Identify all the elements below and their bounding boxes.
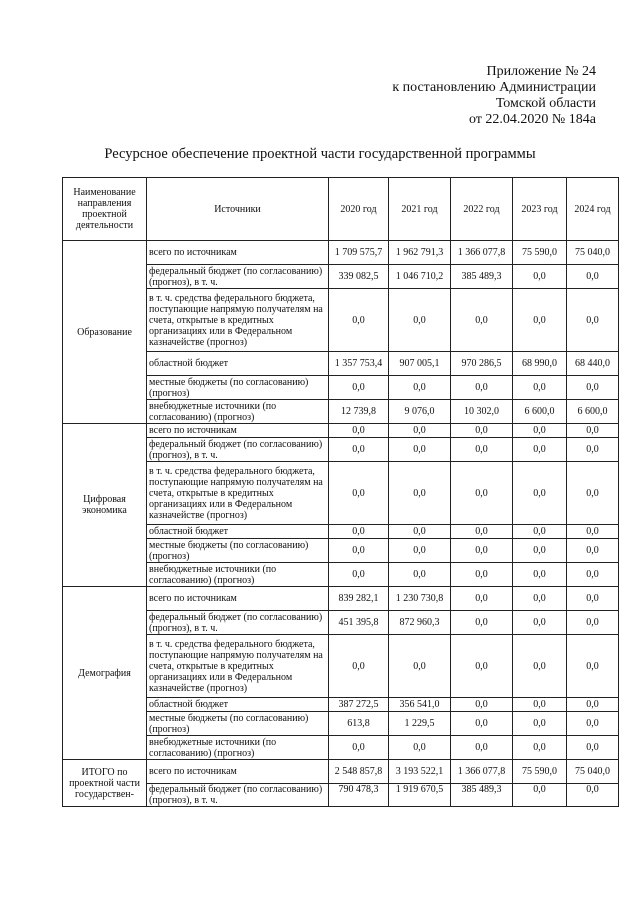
header-cell: 2024 год: [567, 178, 619, 241]
value-cell: 0,0: [513, 736, 567, 760]
appendix-line-3: Томской области: [495, 96, 596, 111]
value-cell: 0,0: [329, 462, 389, 525]
value-cell: 0,0: [513, 376, 567, 400]
source-cell: местные бюджеты (по согласованию) (прогноз): [147, 712, 329, 736]
value-cell: 1 229,5: [389, 712, 451, 736]
value-cell: 0,0: [513, 698, 567, 712]
value-cell: 970 286,5: [451, 352, 513, 376]
value-cell: 0,0: [567, 698, 619, 712]
value-cell: 0,0: [567, 736, 619, 760]
table-body: [63, 241, 619, 807]
value-cell: 0,0: [567, 462, 619, 525]
value-cell: 0,0: [451, 438, 513, 462]
table-row: [63, 438, 619, 462]
table-row: [63, 525, 619, 539]
value-cell: 385 489,3: [451, 784, 513, 807]
value-cell: 0,0: [567, 438, 619, 462]
value-cell: 0,0: [513, 712, 567, 736]
value-cell: 75 590,0: [513, 241, 567, 265]
value-cell: 0,0: [451, 539, 513, 563]
value-cell: 0,0: [389, 462, 451, 525]
value-cell: 6 600,0: [567, 400, 619, 424]
value-cell: 0,0: [513, 635, 567, 698]
source-cell: всего по источникам: [147, 587, 329, 611]
table-row: [63, 736, 619, 760]
value-cell: 0,0: [451, 563, 513, 587]
value-cell: 0,0: [513, 265, 567, 289]
source-cell: всего по источникам: [147, 241, 329, 265]
value-cell: 0,0: [451, 635, 513, 698]
value-cell: 0,0: [567, 525, 619, 539]
value-cell: 356 541,0: [389, 698, 451, 712]
table-row: [63, 289, 619, 352]
value-cell: 1 962 791,3: [389, 241, 451, 265]
table-row: [63, 712, 619, 736]
table-header-row: [63, 178, 619, 241]
table-row: [63, 635, 619, 698]
value-cell: 0,0: [389, 563, 451, 587]
source-cell: местные бюджеты (по согласованию) (прогноз): [147, 376, 329, 400]
table-row: [63, 265, 619, 289]
value-cell: 75 590,0: [513, 760, 567, 784]
source-cell: внебюджетные источники (по согласованию) (прогноз): [147, 400, 329, 424]
value-cell: 68 440,0: [567, 352, 619, 376]
value-cell: 0,0: [513, 525, 567, 539]
value-cell: 0,0: [513, 289, 567, 352]
table-row: [63, 424, 619, 438]
source-cell: федеральный бюджет (по согласованию) (прогноз), в т. ч.: [147, 611, 329, 635]
source-cell: областной бюджет: [147, 698, 329, 712]
source-cell: федеральный бюджет (по согласованию) (прогноз), в т. ч.: [147, 438, 329, 462]
value-cell: 451 395,8: [329, 611, 389, 635]
header-cell: Наименование направления проектной деятельности: [63, 178, 147, 241]
value-cell: 0,0: [567, 712, 619, 736]
source-cell: всего по источникам: [147, 424, 329, 438]
direction-name-cell: ИТОГО по проектной части государствен-: [63, 760, 147, 807]
value-cell: 0,0: [389, 376, 451, 400]
value-cell: 0,0: [567, 289, 619, 352]
header-cell: 2023 год: [513, 178, 567, 241]
value-cell: 12 739,8: [329, 400, 389, 424]
table-row: [63, 462, 619, 525]
value-cell: 387 272,5: [329, 698, 389, 712]
resource-table: [62, 177, 619, 807]
value-cell: 68 990,0: [513, 352, 567, 376]
value-cell: 907 005,1: [389, 352, 451, 376]
header-cell: 2022 год: [451, 178, 513, 241]
value-cell: 0,0: [329, 635, 389, 698]
value-cell: 0,0: [389, 438, 451, 462]
value-cell: 839 282,1: [329, 587, 389, 611]
value-cell: 0,0: [451, 525, 513, 539]
source-cell: федеральный бюджет (по согласованию) (прогноз), в т. ч.: [147, 265, 329, 289]
header-cell: Источники: [147, 178, 329, 241]
value-cell: 0,0: [567, 265, 619, 289]
value-cell: 0,0: [389, 539, 451, 563]
value-cell: 0,0: [451, 611, 513, 635]
appendix-line-2: к постановлению Администрации: [392, 80, 596, 95]
value-cell: 0,0: [513, 539, 567, 563]
appendix-line-1: Приложение № 24: [486, 64, 596, 79]
direction-name-cell: Образование: [63, 241, 147, 424]
source-cell: в т. ч. средства федерального бюджета, поступающие напрямую получателям на счета, открытые в кредитных организациях или в Федеральном казначействе (прогноз): [147, 462, 329, 525]
table-row: [63, 376, 619, 400]
source-cell: в т. ч. средства федерального бюджета, поступающие напрямую получателям на счета, открытые в кредитных организациях или в Федеральном казначействе (прогноз): [147, 635, 329, 698]
table-row: [63, 400, 619, 424]
value-cell: 0,0: [451, 424, 513, 438]
value-cell: 0,0: [513, 438, 567, 462]
value-cell: 0,0: [389, 525, 451, 539]
value-cell: 0,0: [329, 525, 389, 539]
source-cell: областной бюджет: [147, 525, 329, 539]
value-cell: 0,0: [451, 712, 513, 736]
value-cell: 0,0: [451, 587, 513, 611]
appendix-block: [392, 64, 596, 128]
value-cell: 1 366 077,8: [451, 760, 513, 784]
value-cell: 1 357 753,4: [329, 352, 389, 376]
direction-name-cell: Цифровая экономика: [63, 424, 147, 587]
source-cell: местные бюджеты (по согласованию) (прогноз): [147, 539, 329, 563]
value-cell: 790 478,3: [329, 784, 389, 807]
table-row: [63, 563, 619, 587]
value-cell: 872 960,3: [389, 611, 451, 635]
value-cell: 0,0: [513, 462, 567, 525]
table-row: [63, 352, 619, 376]
table-row: [63, 241, 619, 265]
source-cell: внебюджетные источники (по согласованию) (прогноз): [147, 563, 329, 587]
table-row: [63, 539, 619, 563]
table-row: [63, 698, 619, 712]
value-cell: 0,0: [567, 563, 619, 587]
source-cell: федеральный бюджет (по согласованию) (прогноз), в т. ч.: [147, 784, 329, 807]
value-cell: 75 040,0: [567, 760, 619, 784]
value-cell: 0,0: [451, 289, 513, 352]
value-cell: 0,0: [329, 736, 389, 760]
value-cell: 0,0: [567, 635, 619, 698]
value-cell: 0,0: [567, 611, 619, 635]
value-cell: 75 040,0: [567, 241, 619, 265]
value-cell: 9 076,0: [389, 400, 451, 424]
value-cell: 3 193 522,1: [389, 760, 451, 784]
value-cell: 0,0: [451, 736, 513, 760]
value-cell: 2 548 857,8: [329, 760, 389, 784]
source-cell: всего по источникам: [147, 760, 329, 784]
value-cell: 0,0: [451, 698, 513, 712]
value-cell: 0,0: [329, 376, 389, 400]
value-cell: 1 046 710,2: [389, 265, 451, 289]
value-cell: 385 489,3: [451, 265, 513, 289]
value-cell: 0,0: [389, 289, 451, 352]
value-cell: 0,0: [329, 539, 389, 563]
value-cell: 0,0: [513, 611, 567, 635]
value-cell: 0,0: [513, 784, 567, 807]
value-cell: 1 230 730,8: [389, 587, 451, 611]
value-cell: 0,0: [567, 376, 619, 400]
value-cell: 339 082,5: [329, 265, 389, 289]
value-cell: 0,0: [513, 424, 567, 438]
value-cell: 613,8: [329, 712, 389, 736]
appendix-line-4: от 22.04.2020 № 184а: [468, 112, 596, 127]
value-cell: 0,0: [389, 736, 451, 760]
document-title: Ресурсное обеспечение проектной части государственной программы: [104, 146, 536, 162]
value-cell: 1 709 575,7: [329, 241, 389, 265]
header-cell: 2020 год: [329, 178, 389, 241]
source-cell: областной бюджет: [147, 352, 329, 376]
value-cell: 0,0: [567, 587, 619, 611]
direction-name-cell: Демография: [63, 587, 147, 760]
value-cell: 0,0: [329, 438, 389, 462]
value-cell: 1 366 077,8: [451, 241, 513, 265]
value-cell: 0,0: [567, 424, 619, 438]
table-row: [63, 611, 619, 635]
value-cell: 0,0: [329, 289, 389, 352]
value-cell: 0,0: [389, 635, 451, 698]
value-cell: 1 919 670,5: [389, 784, 451, 807]
source-cell: в т. ч. средства федерального бюджета, поступающие напрямую получателям на счета, открытые в кредитных организациях или в Федеральном казначействе (прогноз): [147, 289, 329, 352]
source-cell: внебюджетные источники (по согласованию) (прогноз): [147, 736, 329, 760]
value-cell: 0,0: [567, 784, 619, 807]
value-cell: 0,0: [567, 539, 619, 563]
value-cell: 0,0: [513, 587, 567, 611]
value-cell: 0,0: [451, 376, 513, 400]
value-cell: 0,0: [389, 424, 451, 438]
header-cell: 2021 год: [389, 178, 451, 241]
value-cell: 0,0: [329, 563, 389, 587]
table-row: [63, 784, 619, 807]
table-row: [63, 760, 619, 784]
value-cell: 0,0: [513, 563, 567, 587]
value-cell: 6 600,0: [513, 400, 567, 424]
value-cell: 10 302,0: [451, 400, 513, 424]
table-row: [63, 587, 619, 611]
value-cell: 0,0: [451, 462, 513, 525]
value-cell: 0,0: [329, 424, 389, 438]
